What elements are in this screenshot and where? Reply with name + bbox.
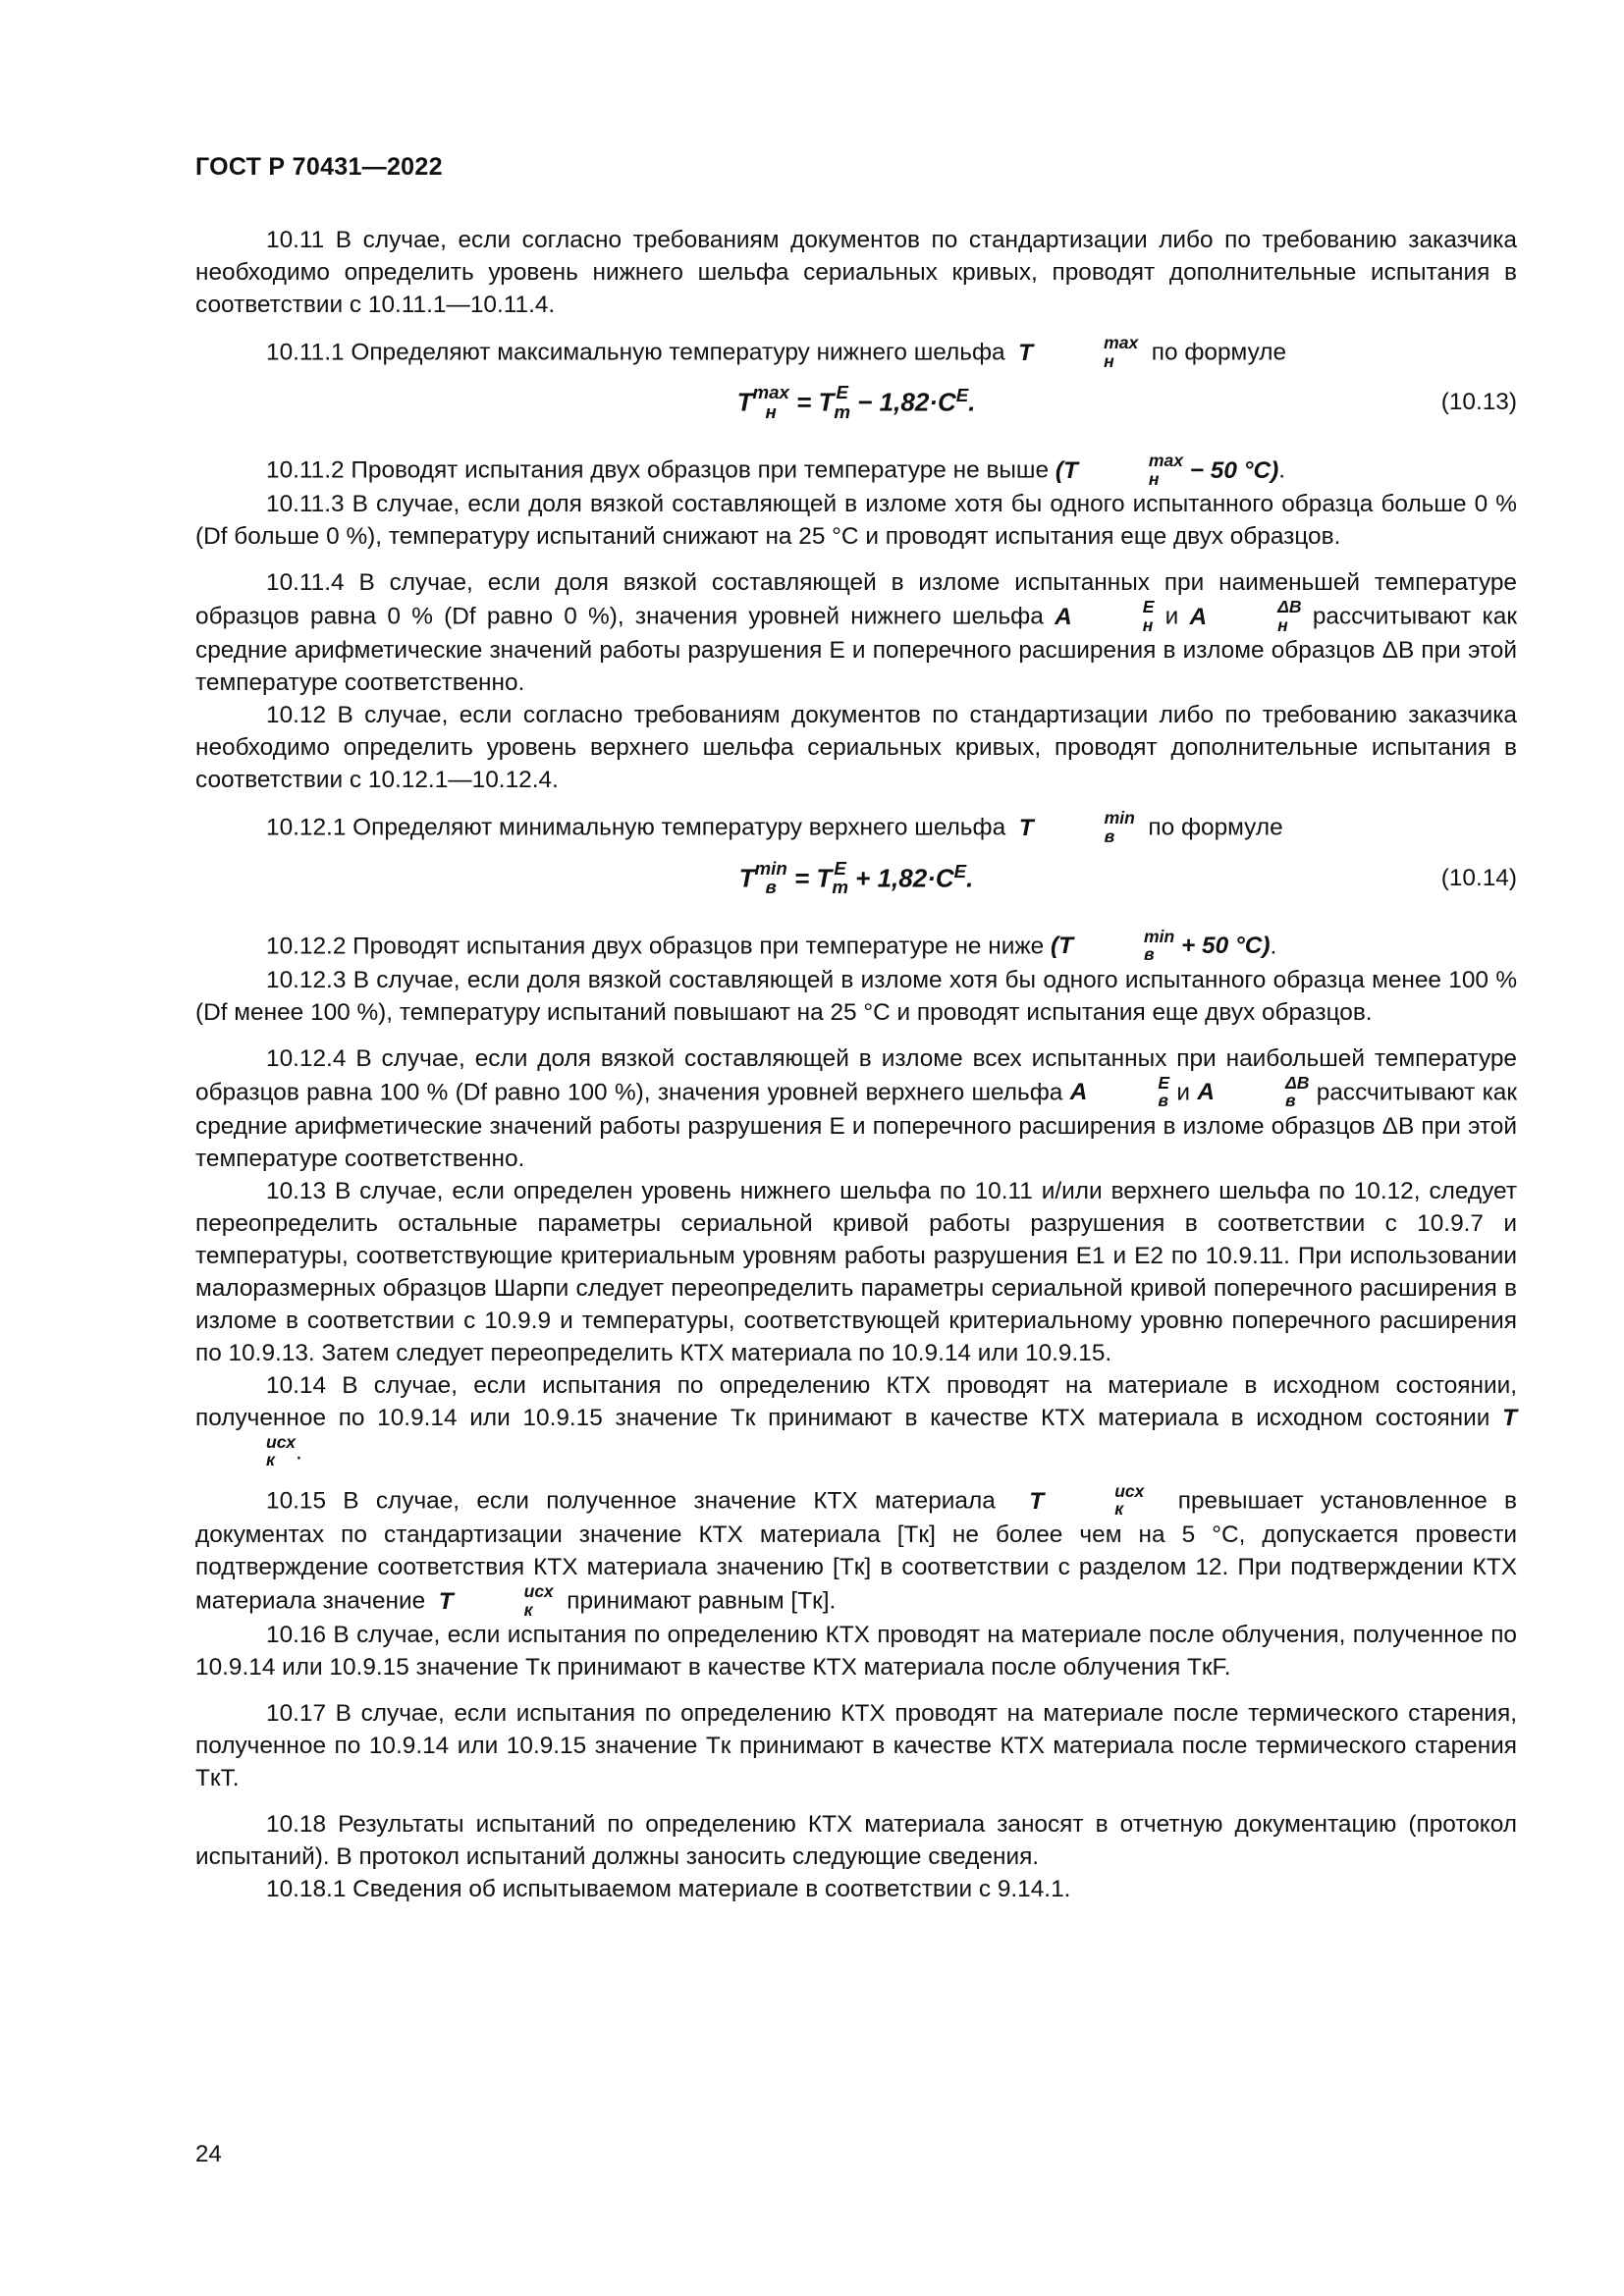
paragraph-10-12-1-text: 10.12.1 Определяют минимальную температуру верхнего шельфа <box>266 815 1006 842</box>
equation-number-10-14: (10.14) <box>1440 864 1517 891</box>
paragraph-10-11-2-text: 10.11.2 Проводят испытания двух образцов при температуре не выше <box>266 456 1050 484</box>
equation-number-10-13: (10.13) <box>1440 389 1517 416</box>
formula-10-14: T min в = T E m + $1,82\cdot C^E$. <box>738 857 974 898</box>
document-body <box>195 224 1517 1905</box>
paragraph-10-15-middle: превышает установленное в документах по стандартизации значение КТХ материала [Tк] не более чем на 5 °С, допускается провести подтверждение соответствия КТХ материала значению [Tк] в соответствии с разделом 12. При подтверждении КТХ материала значение <box>195 1487 1518 1615</box>
symbol-t-v-min: T min в <box>1011 808 1135 846</box>
paragraph-10-12: 10.12 В случае, если согласно требованиям документов по стандартизации либо по требованию заказчика необходимо определить уровень верхнего шельфа сериальных кривых, проводят дополнительные испытания в соответствии с 10.12.1—10.12.4. <box>195 702 1517 794</box>
symbol-a-n-e: A E н <box>1055 597 1155 635</box>
document-header: ГОСТ Р 70431—2022 <box>195 153 443 181</box>
paragraph-10-14: 10.14 В случае, если испытания по определению КТХ проводят на материале в исходном состоянии, полученное по 10.9.14 или 10.9.15 значение Tк принимают в качестве КТХ материала в исходном состоянии T исх к . <box>195 1371 1517 1470</box>
equation-10-13 <box>195 378 1517 431</box>
paragraph-10-12-4-tail: рассчитывают как средние арифметические значений работы разрушения E и поперечного расширения в изломе образцов ΔB при этой температуре соответственно. <box>195 1079 1518 1172</box>
symbol-t-k-iskh-2: T исх к <box>1012 1480 1145 1520</box>
paragraph-10-12-4: 10.12.4 В случае, если доля вязкой составляющей в изломе всех испытанных при наибольшей температуре образцов равна 100 % (Df равно 100 %), значения уровней верхнего шельфа A E в и A ΔB в рассчитывают как средние арифметические значений работы разрушения E и поперечного расширения в изломе образцов ΔB при этой температуре соответственно. <box>195 1044 1518 1172</box>
paragraph-10-15-tail: принимают равным [Tк]. <box>567 1587 837 1615</box>
paragraph-10-16: 10.16 В случае, если испытания по определению КТХ проводят на материале после облучения, полученное по 10.9.14 или 10.9.15 значение Tк принимают в качестве КТХ материала после облучения TкF. <box>195 1622 1517 1682</box>
formula-t-v-min-plus-50: (T min в + 50 °C) <box>1051 926 1271 965</box>
paragraph-10-18: 10.18 Результаты испытаний по определению КТХ материала заносят в отчетную документацию (протокол испытаний). В протокол испытаний должны заносить следующие сведения. <box>195 1811 1517 1871</box>
paragraph-10-12-1-tail: по формуле <box>1148 815 1283 842</box>
page-number: 24 <box>195 2141 222 2167</box>
paragraph-10-11: 10.11 В случае, если согласно требованиям документов по стандартизации либо по требованию заказчика необходимо определить уровень нижнего шельфа сериальных кривых, проводят дополнительные испытания в соответствии с 10.11.1—10.11.4. <box>195 227 1517 318</box>
symbol-a-v-db: A ΔB в <box>1197 1072 1310 1111</box>
symbol-a-n-db: A ΔB н <box>1189 597 1302 635</box>
paragraph-10-11-4-text: 10.11.4 В случае, если доля вязкой составляющей в изломе испытанных при наименьшей температуре образцов равна 0 % (Df равно 0 %), значения уровней нижнего шельфа <box>195 569 1517 630</box>
symbol-a-v-e: A E в <box>1069 1072 1170 1111</box>
paragraph-10-15-text: 10.15 В случае, если полученное значение КТХ материала <box>266 1487 996 1515</box>
paragraph-10-12-1 <box>195 810 1517 845</box>
symbol-t-n-max: T max н <box>1011 333 1139 371</box>
formula-10-13: T max н = T E m − $1,82\cdot C^E$. <box>736 382 976 422</box>
symbol-t-k-iskh: T исх к <box>266 1404 1517 1470</box>
paragraph-10-11-1-tail: по формуле <box>1151 339 1287 366</box>
paragraph-10-12-2: 10.12.2 Проводят испытания двух образцов при температуре не ниже (T min в + 50 °C). <box>266 926 1277 965</box>
paragraph-10-14-text: 10.14 В случае, если испытания по определению КТХ проводят на материале в исходном состоянии, полученное по 10.9.14 или 10.9.15 значение Tк принимают в качестве КТХ материала в исходном состоянии <box>195 1371 1517 1431</box>
paragraph-10-18-1: 10.18.1 Сведения об испытываемом материале в соответствии с 9.14.1. <box>266 1876 1071 1903</box>
paragraph-10-12-2-text: 10.12.2 Проводят испытания двух образцов при температуре не ниже <box>266 933 1045 960</box>
paragraph-10-15 <box>195 1480 1518 1620</box>
paragraph-10-12-4-text: 10.12.4 В случае, если доля вязкой составляющей в изломе всех испытанных при наибольшей температуре образцов равна 100 % (Df равно 100 %), значения уровней верхнего шельфа <box>195 1044 1517 1106</box>
paragraph-10-11-4: 10.11.4 В случае, если доля вязкой составляющей в изломе испытанных при наименьшей температуре образцов равна 0 % (Df равно 0 %), значения уровней нижнего шельфа A E н и A ΔB н рассчитывают как средние арифметические значений работы разрушения E и поперечного расширения в изломе образцов ΔB при этой температуре соответственно. <box>195 569 1517 697</box>
paragraph-10-13: 10.13 В случае, если определен уровень нижнего шельфа по 10.11 и/или верхнего шельфа по 10.12, следует переопределить остальные параметры сериальной кривой работы разрушения в соответствии с 10.9.7 и температуры, соответствующие критериальным уровням работы разрушения E1 и E2 по 10.9.11. При использовании малоразмерных образцов Шарпи следует переопределить параметры сериальной кривой поперечного расширения в изломе в соответствии с 10.9.9 и температуры, соответствующей критериальному уровню поперечного расширения по 10.9.13. Затем следует переопределить КТХ материала по 10.9.14 или 10.9.15. <box>195 1177 1517 1366</box>
paragraph-10-11-2: 10.11.2 Проводят испытания двух образцов при температуре не выше (T max н − 50 °C). <box>266 451 1285 489</box>
paragraph-10-12-3: 10.12.3 В случае, если доля вязкой составляющей в изломе хотя бы одного испытанного образца менее 100 % (Df менее 100 %), температуру испытаний повышают на 25 °С и проводят испытания еще двух образцов. <box>195 966 1517 1026</box>
paragraph-10-11-1 <box>195 335 1517 370</box>
paragraph-10-11-4-tail: рассчитывают как средние арифметические значений работы разрушения E и поперечного расширения в изломе образцов ΔB при этой температуре соответственно. <box>195 603 1517 697</box>
symbol-t-k-iskh-3: T исх к <box>431 1581 554 1620</box>
paragraph-10-11-3: 10.11.3 В случае, если доля вязкой составляющей в изломе хотя бы одного испытанного образца больше 0 % (Df больше 0 %), температуру испытаний снижают на 25 °С и проводят испытания еще двух образцов. <box>195 491 1517 551</box>
paragraph-10-17: 10.17 В случае, если испытания по определению КТХ проводят на материале после термического старения, полученное по 10.9.14 или 10.9.15 значение Tк принимают в качестве КТХ материала после термического старения TкT. <box>195 1700 1517 1792</box>
paragraph-10-11-1-text: 10.11.1 Определяют максимальную температуру нижнего шельфа <box>266 339 1005 366</box>
equation-10-14 <box>195 854 1517 907</box>
formula-t-n-max-minus-50: (T max н − 50 °C) <box>1055 451 1279 489</box>
